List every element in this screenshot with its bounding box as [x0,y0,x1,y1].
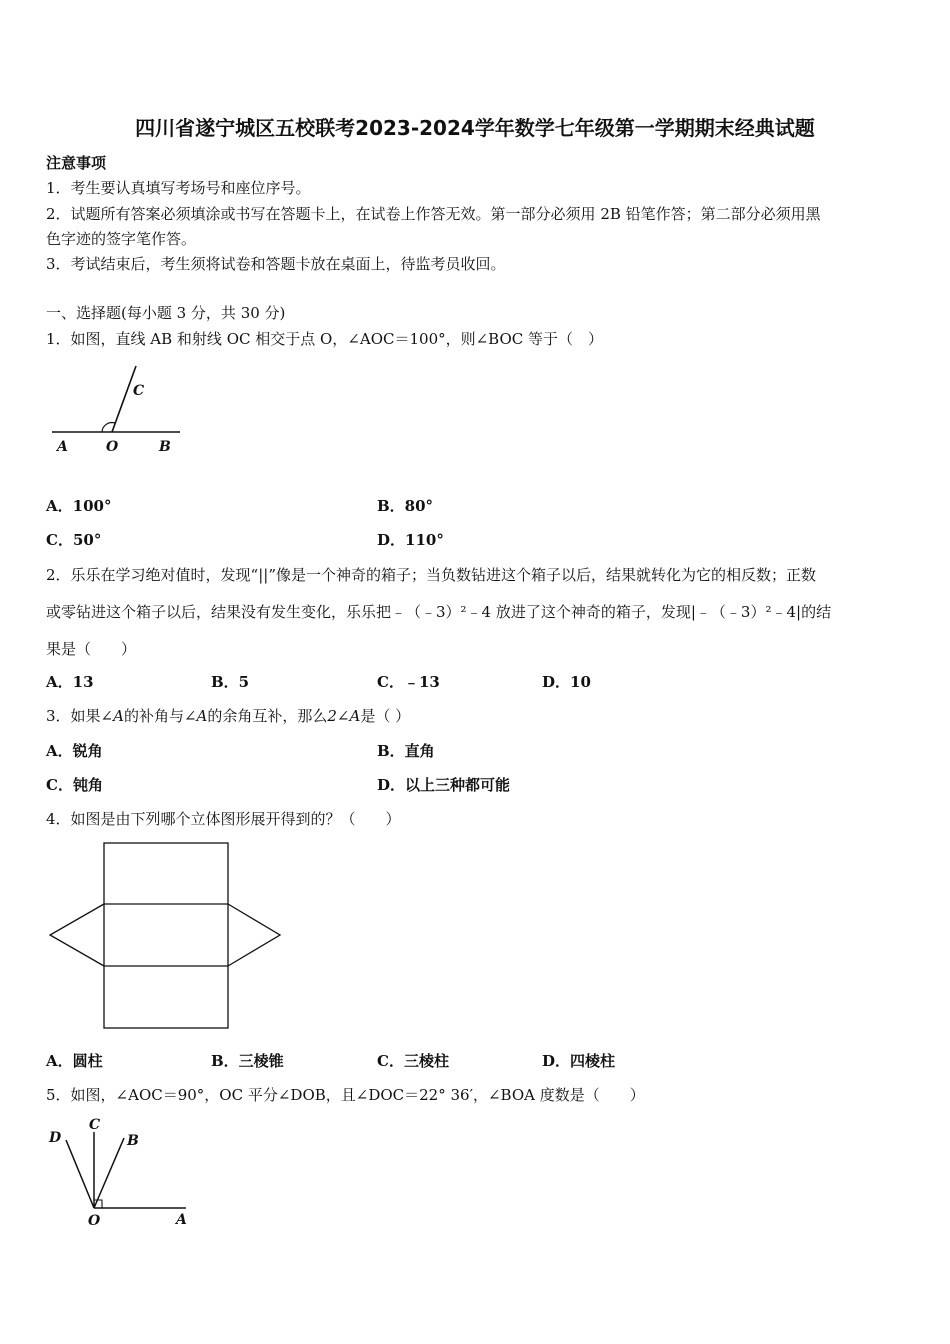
notes-heading: 注意事项 [46,154,107,172]
q5-stem: 5．如图，∠AOC＝90°，OC 平分∠DOB，且∠DOC＝22° 36′，∠BOA 度数是（ ） [46,1086,645,1104]
q5-figure [44,1112,204,1232]
note-2-line-2: 色字迹的签字笔作答。 [46,230,197,248]
q4-option-d[interactable]: D．四棱柱 [542,1052,616,1070]
label-b: B [127,1133,139,1149]
q2-option-d[interactable]: D．10 [542,673,591,691]
q2-option-c[interactable]: C．﹣13 [377,673,440,691]
section-heading: 一、选择题(每小题 3 分，共 30 分) [46,304,286,322]
net-rectangle [104,843,228,1028]
q3-angle-1: ∠A [100,707,124,725]
label-c: C [89,1117,101,1133]
q1-figure [46,360,196,460]
q2-stem-line-3: 果是（ ） [46,640,137,658]
q3-angle-2: ∠A [183,707,208,725]
q1-option-c[interactable]: C．50° [46,531,102,549]
ray-oc [112,366,136,432]
q3-option-c[interactable]: C．钝角 [46,776,103,794]
ray-ob [94,1138,124,1208]
q1-option-b[interactable]: B．80° [377,497,434,515]
q2-option-a[interactable]: A．13 [46,673,94,691]
q1-option-d[interactable]: D．110° [377,531,444,549]
q4-net-figure [46,838,286,1033]
net-right-triangle [228,904,280,966]
label-a: A [176,1212,187,1228]
label-d: D [49,1130,62,1146]
label-o: O [88,1213,101,1229]
q3-stem-part-2: 的补角与 [123,707,184,725]
q1-option-a[interactable]: A．100° [46,497,112,515]
page-title: 四川省遂宁城区五校联考2023-2024学年数学七年级第一学期期末经典试题 [135,116,815,140]
q3-option-b[interactable]: B．直角 [377,742,435,760]
q3-option-d[interactable]: D．以上三种都可能 [377,776,511,794]
note-2-line-1: 2．试题所有答案必须填涂或书写在答题卡上，在试卷上作答无效。第一部分必须用 2B 铅笔作答；第二部分必须用黑 [46,205,821,223]
q4-option-a[interactable]: A．圆柱 [46,1052,103,1070]
q2-stem-line-2: 或零钻进这个箱子以后，结果没有发生变化，乐乐把﹣（﹣3）²﹣4 放进了这个神奇的箱子，发现|﹣（﹣3）²﹣4|的结 [46,603,832,621]
q3-stem-part-4: 是（ ） [360,707,411,725]
ray-od [66,1140,94,1208]
label-a: A [57,439,68,455]
q2-option-b[interactable]: B．5 [211,673,250,691]
q3-stem [46,705,410,726]
q2-stem-line-1: 2．乐乐在学习绝对值时，发现“||”像是一个神奇的箱子；当负数钻进这个箱子以后，结果就转化为它的相反数；正数 [46,566,816,584]
q4-option-c[interactable]: C．三棱柱 [377,1052,449,1070]
q3-stem-part-3: 的余角互补，那么 [207,707,328,725]
label-o: O [106,439,119,455]
note-3: 3．考试结束后，考生须将试卷和答题卡放在桌面上，待监考员收回。 [46,255,506,273]
q4-option-b[interactable]: B．三棱锥 [211,1052,284,1070]
note-1: 1．考生要认真填写考场号和座位序号。 [46,179,311,197]
net-left-triangle [50,904,104,966]
q3-stem-part-1: 3．如果 [46,707,101,725]
q3-option-a[interactable]: A．锐角 [46,742,103,760]
q3-angle-3: 2∠A [327,707,361,725]
q1-stem: 1．如图，直线 AB 和射线 OC 相交于点 O，∠AOC＝100°，则∠BOC 等于（ ） [46,330,604,348]
label-b: B [159,439,171,455]
label-c: C [133,383,145,399]
q4-stem: 4．如图是由下列哪个立体图形展开得到的？（ ） [46,810,401,828]
